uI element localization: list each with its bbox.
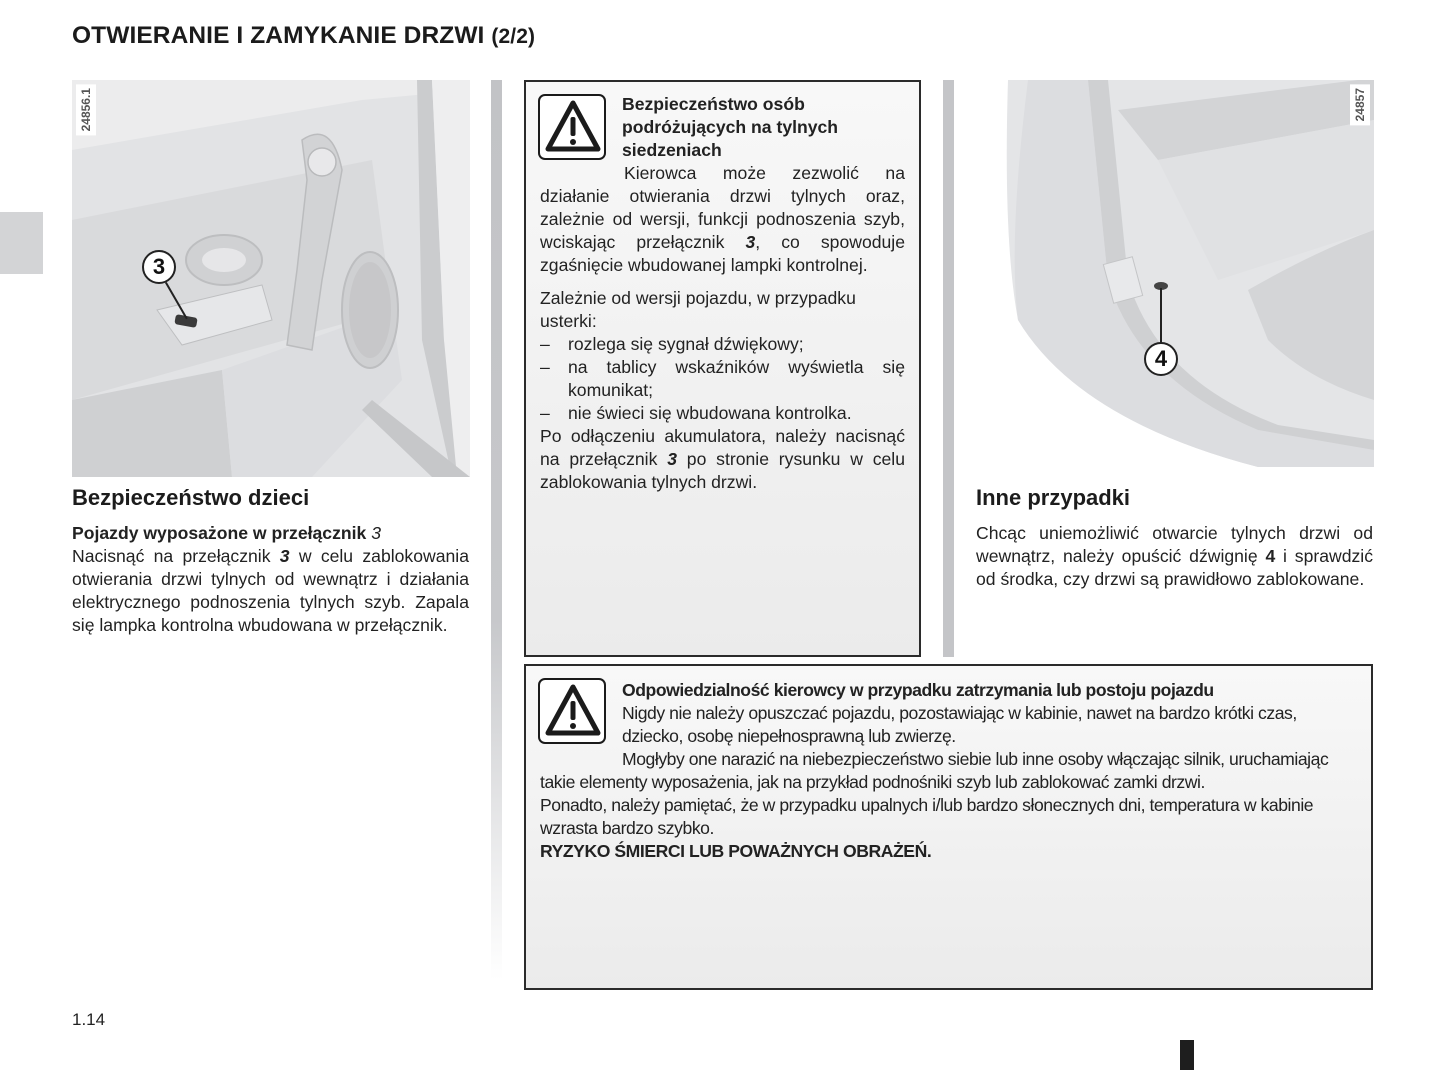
figure-id: 24857: [1350, 84, 1370, 125]
list-item: – nie świeci się wbudowana kontrolka.: [540, 403, 852, 423]
callout-4: 4: [1144, 342, 1178, 376]
child-safety-subheading: [72, 522, 469, 545]
child-safety-body: [72, 522, 469, 637]
list-item-text: na tablicy wskaźników wyświetla się komunikat;: [568, 357, 905, 400]
ref-3: 3: [745, 232, 756, 252]
title-text: OTWIERANIE I ZAMYKANIE DRZWI: [72, 22, 485, 49]
callout-3: 3: [142, 250, 176, 284]
door-panel-illustration: [72, 80, 470, 477]
subheading-ref: 3: [371, 523, 381, 543]
ref-3: 3: [667, 449, 677, 469]
figure-door-lock-lever: [958, 80, 1374, 467]
callout-leader-line: [1160, 288, 1162, 344]
warning-paragraph-3: [540, 425, 905, 494]
warning-paragraph-3: Ponadto, należy pamiętać, że w przypadku upalnych i/lub bardzo słonecznych dni, temperatura w kabinie wzrasta bardzo szybko.: [540, 795, 1314, 838]
warning-title: Odpowiedzialność kierowcy w przypadku zatrzymania lub postoju pojazdu: [622, 680, 1214, 700]
ref-4: 4: [1265, 546, 1276, 566]
driver-warning-text: [540, 679, 1358, 863]
subheading-text: Pojazdy wyposażone w przełącznik: [72, 523, 367, 543]
child-safety-paragraph: [72, 545, 469, 637]
list-item: – na tablicy wskaźników wyświetla się komunikat;: [540, 357, 905, 400]
warning-title: Bezpieczeństwo osób podróżujących na tylnych siedzeniach: [622, 94, 839, 160]
ref-3: 3: [279, 546, 290, 566]
text: po stronie rysunku w celu zablokowania tylnych drzwi.: [540, 449, 906, 492]
page-number: 1.14: [72, 1010, 106, 1029]
text: Chcąc uniemożliwić otwarcie tylnych drzwi od wewnątrz, należy opuścić dźwignię: [976, 523, 1373, 566]
list-item: – rozlega się sygnał dźwiękowy;: [540, 334, 804, 354]
section-tab-marker: [0, 212, 43, 274]
warning-paragraph-2: Zależnie od wersji pojazdu, w przypadku usterki:: [540, 288, 856, 331]
other-cases-body: [976, 522, 1373, 591]
column-divider-left: [491, 80, 502, 980]
warning-paragraph-1: [540, 162, 905, 277]
column-divider-right: [943, 80, 954, 657]
figure-child-safety-switch: [72, 80, 470, 477]
other-cases-paragraph: [976, 522, 1373, 591]
warning-paragraph-1: Nigdy nie należy opuszczać pojazdu, pozostawiając w kabinie, nawet na bardzo krótki czas, dziecko, osobę niepełnosprawną lub zwierzę.: [622, 703, 1297, 746]
figure-id: 24856.1: [76, 84, 96, 135]
page-title: [72, 22, 535, 50]
text: Po odłączeniu akumulatora, należy nacisnąć na przełącznik: [540, 426, 905, 469]
list-item-text: nie świeci się wbudowana kontrolka.: [568, 403, 852, 423]
other-cases-heading: Inne przypadki: [976, 485, 1131, 510]
page-edge-marker: [1180, 1040, 1194, 1070]
driver-responsibility-warning-box: [524, 664, 1373, 990]
list-item-text: rozlega się sygnał dźwiękowy;: [568, 334, 804, 354]
rear-door-illustration: [958, 80, 1374, 467]
warning-paragraph-2: Mogłyby one narazić na niebezpieczeństwo siebie lub inne osoby włączając silnik, uruchamiając takie elementy wyposażenia, jak na przykład podnośniki szyb lub zablokować zamki drzwi.: [540, 749, 1329, 792]
text: i sprawdzić od środka, czy drzwi są prawidłowo zablokowane.: [976, 546, 1373, 589]
text: w celu zablokowania otwierania drzwi tylnych od wewnątrz i działania elektrycznego podnoszenia tylnych szyb. Zapala się lampka kontrolna wbudowana w przełącznik.: [72, 546, 469, 635]
text: Nacisnąć na przełącznik: [72, 546, 280, 566]
child-safety-heading: Bezpieczeństwo dzieci: [72, 485, 310, 510]
warning-risk-statement: RYZYKO ŚMIERCI LUB POWAŻNYCH OBRAŻEŃ.: [540, 841, 932, 861]
title-page-indicator: (2/2): [491, 25, 536, 48]
text: Kierowca może zezwolić na działanie otwierania drzwi tylnych oraz, zależnie od wersji, funkcji podnoszenia szyb, wciskając przełącznik: [540, 163, 905, 252]
rear-passenger-warning-text: [540, 93, 905, 494]
text: , co spowoduje zgaśnięcie wbudowanej lampki kontrolnej.: [540, 232, 905, 275]
rear-passenger-warning-box: [524, 80, 921, 657]
